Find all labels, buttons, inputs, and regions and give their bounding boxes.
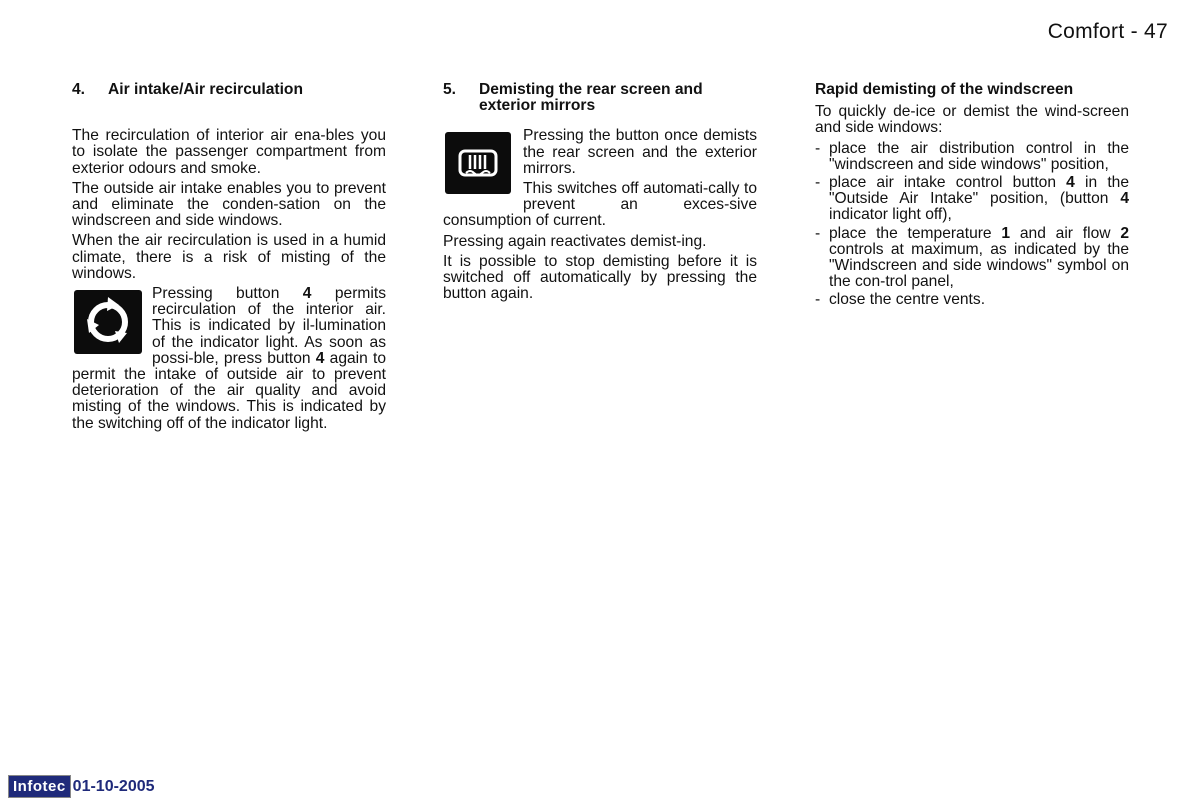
text-run: controls at maximum, as indicated by the "Windscreen and side windows" symbol on the con-trol panel,: [829, 240, 1129, 291]
button-ref: 4: [1066, 174, 1075, 192]
text-run: again to permit the intake of outside air to prevent deterioration of the air quality and avoid misting of the windows. This is indicated by the switching off of the indicator light.: [72, 349, 386, 432]
recirculation-icon: [74, 290, 142, 354]
section-title: Rapid demisting of the windscreen: [815, 81, 1074, 98]
list-item: [815, 226, 1129, 291]
section-title: Air intake/Air recirculation: [108, 81, 303, 98]
text-run: place the temperature: [829, 224, 1002, 242]
list-item: - close the centre vents.: [815, 292, 1129, 308]
footer-date: 01-10-2005: [72, 777, 155, 795]
section-heading: [443, 82, 757, 114]
paragraph: Pressing again reactivates demist-ing.: [443, 232, 707, 250]
paragraph: This switches off automati-cally to prevent an exces-sive consumption of current.: [443, 180, 757, 230]
infotec-logo: Infotec: [8, 775, 71, 798]
rear-demist-icon: [445, 132, 511, 194]
text-run: in the "Outside Air Intake" position, (button: [829, 174, 1129, 208]
footer: [8, 775, 155, 798]
button-ref: 4: [315, 349, 325, 367]
section-air-intake: [72, 82, 386, 436]
section-rapid-demist: [815, 82, 1129, 311]
text-run: Pressing button: [152, 285, 303, 303]
section-number: 5.: [443, 81, 457, 98]
paragraph: When the air recirculation is used in a humid climate, there is a risk of misting of the windows.: [72, 232, 386, 282]
button-ref: 4: [1120, 190, 1129, 208]
paragraph: It is possible to stop demisting before it is switched off automatically by pressing the button again.: [443, 252, 757, 303]
control-ref: 1: [1001, 224, 1011, 242]
section-rear-demist: [443, 82, 757, 306]
section-title: Demisting the rear screen and exterior mirrors: [479, 81, 703, 115]
paragraph-with-icon: [72, 286, 386, 432]
section-number: 4.: [72, 81, 86, 98]
paragraph: The outside air intake enables you to prevent and eliminate the conden-sation on the windscreen and side windows.: [72, 179, 386, 230]
button-ref: 4: [302, 285, 312, 303]
paragraph: Pressing the button once demists the rear screen and the exterior mirrors.: [523, 127, 757, 177]
paragraph: The recirculation of interior air ena-bles you to isolate the passenger compartment from exterior odours and smoke.: [72, 127, 386, 177]
section-heading: [72, 82, 386, 98]
control-ref: 2: [1120, 224, 1129, 242]
list-item: - place the air distribution control in the "windscreen and side windows" position,: [815, 141, 1129, 173]
step-list: [815, 141, 1129, 309]
list-item: [815, 175, 1129, 224]
text-run: indicator light off),: [829, 206, 952, 224]
text-run: permits recirculation of the interior air. This is indicated by il-lumination of the indicator light. As soon as possi-ble, press button: [152, 285, 386, 367]
paragraph: To quickly de-ice or demist the wind-screen and side windows:: [815, 103, 1129, 137]
text-run: place air intake control button: [829, 174, 1067, 192]
page-header: Comfort - 47: [1047, 20, 1168, 43]
text-run: and air flow: [1010, 224, 1121, 242]
